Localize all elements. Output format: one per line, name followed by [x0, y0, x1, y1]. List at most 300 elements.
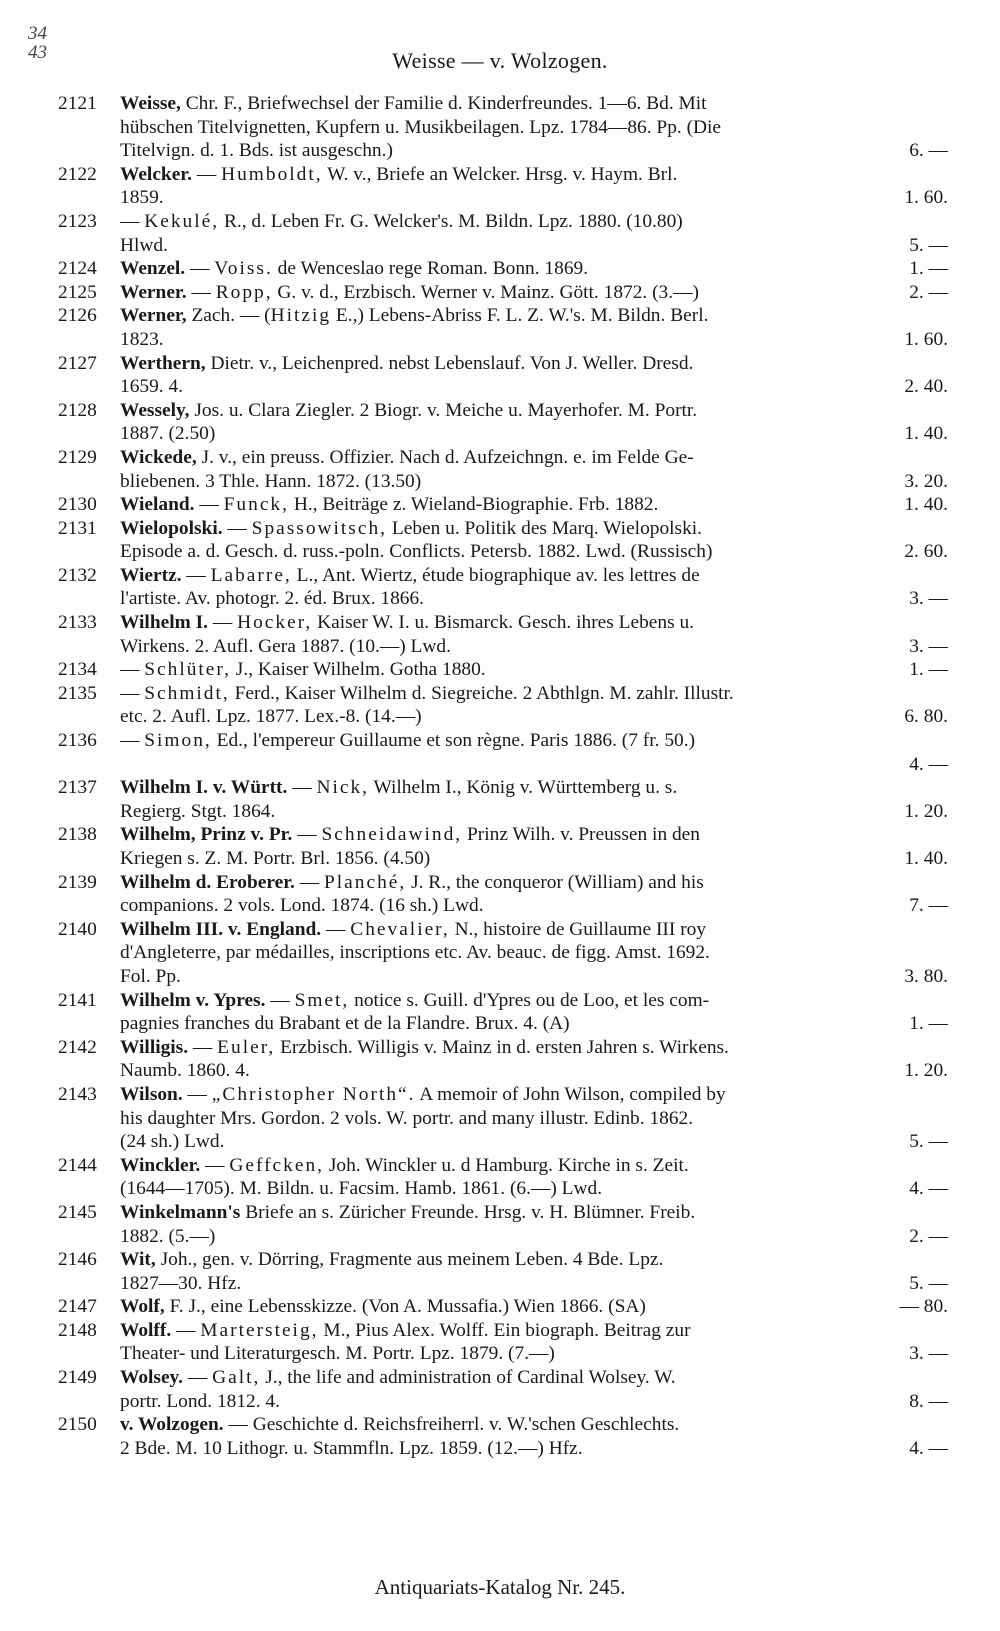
entry-line [120, 635, 948, 659]
catalog-entry [58, 1154, 948, 1201]
entry-line-text [120, 493, 658, 517]
entry-subject: Wit, [120, 1249, 156, 1271]
entry-price: 8. — [909, 1390, 948, 1412]
entry-line [120, 1107, 948, 1131]
entry-text: Naumb. 1860. 4. [120, 1060, 250, 1082]
entry-line-text [120, 587, 424, 611]
entry-line [120, 234, 948, 258]
entry-line [120, 1342, 948, 1366]
entry-line-text [120, 1342, 555, 1366]
entry-line [120, 729, 948, 753]
entry-text: Theater- und Literaturgesch. M. Portr. Lpz. 1879. (7.—) [120, 1343, 555, 1365]
entry-line [120, 1154, 948, 1178]
entry-line [120, 281, 948, 305]
entry-text: — [287, 777, 317, 799]
entry-text: — [292, 824, 322, 846]
entry-line-text [120, 422, 215, 446]
entry-subject: Wieland. [120, 494, 195, 516]
entry-price: 1. 60. [904, 328, 948, 350]
entry-text: — [185, 258, 215, 280]
entry-line-text [120, 989, 709, 1013]
entry-text: Briefe an s. Züricher Freunde. Hrsg. v. H. Blümner. Freib. [240, 1201, 696, 1223]
entry-list [58, 92, 948, 1460]
entry-text-rest: Kaiser W. I. u. Bismarck. Gesch. ihres Lebens u. [312, 612, 695, 634]
entry-line [120, 918, 948, 942]
entry-text: — [321, 918, 351, 940]
entry-text: — [294, 871, 324, 893]
entry-line [120, 1059, 948, 1083]
entry-author: Planché, [323, 871, 407, 893]
entry-line [120, 1272, 948, 1296]
entry-number: 2150 [58, 1414, 97, 1436]
entry-price: 2. 40. [904, 376, 948, 398]
entry-price: 2. — [909, 1225, 948, 1247]
entry-line [120, 375, 948, 399]
entry-text: (24 sh.) Lwd. [120, 1131, 225, 1153]
entry-text: hübschen Titelvignetten, Kupfern u. Musikbeilagen. Lpz. 1784—86. Pp. (Die [120, 116, 722, 138]
catalog-entry [58, 1083, 948, 1154]
entry-text: J. v., ein preuss. Offizier. Nach d. Aufzeichngn. e. im Felde Ge- [196, 446, 694, 468]
entry-text-rest: Joh. Winckler u. d Hamburg. Kirche in s. Zeit. [324, 1154, 689, 1176]
entry-subject: Wilhelm I. v. Württ. [120, 777, 288, 799]
entry-line-text [120, 1437, 583, 1461]
entry-line [120, 564, 948, 588]
entry-line-text [120, 1295, 646, 1319]
entry-text: bliebenen. 3 Thle. Hann. 1872. (13.50) [120, 470, 422, 492]
entry-line-text [120, 1154, 689, 1178]
entry-text-rest: E.,) Lebens-Abriss F. L. Z. W.'s. M. Bildn. Berl. [331, 305, 709, 327]
catalog-entry [58, 823, 948, 870]
entry-author: Nick, [316, 777, 369, 799]
entry-line [120, 894, 948, 918]
entry-text-rest: L., Ant. Wiertz, étude biographique av. les lettres de [291, 564, 700, 586]
catalog-entry [58, 517, 948, 564]
entry-subject: Wilhelm I. [120, 612, 208, 634]
entry-line-text [120, 965, 181, 989]
entry-number: 2138 [58, 824, 97, 846]
entry-line-text [120, 517, 702, 541]
entry-line-text [120, 1059, 250, 1083]
catalog-entry [58, 446, 948, 493]
entry-subject: Werner. [120, 281, 187, 303]
catalog-entry [58, 1319, 948, 1366]
entry-price: 1. 40. [904, 423, 948, 445]
entry-line [120, 1413, 948, 1437]
entry-text: — [188, 1036, 218, 1058]
entry-price: 3. 80. [904, 965, 948, 987]
entry-number: 2123 [58, 210, 97, 232]
entry-text: Chr. F., Briefwechsel der Familie d. Kinderfreundes. 1—6. Bd. Mit [180, 93, 707, 114]
entry-line-text [120, 705, 422, 729]
catalog-entry [58, 1366, 948, 1413]
entry-line [120, 186, 948, 210]
entry-author: Smet, [294, 989, 350, 1011]
entry-text: 1887. (2.50) [120, 423, 216, 445]
entry-text: 1882. (5.—) [120, 1225, 216, 1247]
entry-text-rest: Prinz Wilh. v. Preussen in den [462, 824, 700, 846]
entry-text: etc. 2. Aufl. Lpz. 1877. Lex.-8. (14.—) [120, 706, 422, 728]
entry-number: 2140 [58, 918, 97, 940]
entry-line-text [120, 1083, 726, 1107]
entry-author: Schlüter, [144, 659, 231, 681]
entry-number: 2141 [58, 989, 97, 1011]
entry-text-rest: J. R., the conqueror (William) and his [406, 871, 704, 893]
entry-line-text [120, 941, 710, 965]
entry-text-rest: Ferd., Kaiser Wilhelm d. Siegreiche. 2 Abthlgn. M. zahlr. Illustr. [229, 682, 734, 704]
entry-number: 2133 [58, 612, 97, 634]
entry-line-text [120, 564, 700, 588]
entry-line-text [120, 139, 393, 163]
entry-line-text [120, 776, 677, 800]
entry-text: (1644—1705). M. Bildn. u. Facsim. Hamb. 1861. (6.—) Lwd. [120, 1178, 603, 1200]
entry-text: Dietr. v., Leichenpred. nebst Lebenslauf. Von J. Weller. Dresd. [205, 352, 694, 374]
catalog-entry [58, 918, 948, 989]
entry-number: 2136 [58, 730, 97, 752]
catalog-entry [58, 281, 948, 305]
entry-number: 2129 [58, 446, 97, 468]
entry-line-text [120, 281, 699, 305]
entry-line [120, 1036, 948, 1060]
entry-line-text [120, 1177, 602, 1201]
entry-number: 2122 [58, 163, 97, 185]
entry-line-text [120, 352, 693, 376]
entry-line [120, 1012, 948, 1036]
entry-author: Schmidt, [144, 682, 230, 704]
entry-line-text [120, 894, 484, 918]
entry-line [120, 116, 948, 140]
entry-text: 2 Bde. M. 10 Lithogr. u. Stammfln. Lpz. 1859. (12.—) Hfz. [120, 1437, 583, 1459]
entry-line-text [120, 446, 694, 470]
entry-line-text [120, 1413, 679, 1437]
entry-price: 1. 20. [904, 1060, 948, 1082]
entry-number: 2147 [58, 1296, 97, 1318]
entry-subject: Wolsey. [120, 1367, 184, 1389]
entry-line [120, 257, 948, 281]
entry-line [120, 941, 948, 965]
entry-line-text [120, 1225, 215, 1249]
entry-author: Kekulé, [144, 210, 220, 232]
entry-line [120, 871, 948, 895]
catalog-entry [58, 776, 948, 823]
entry-subject: Wolff. [120, 1319, 172, 1341]
entry-number: 2142 [58, 1036, 97, 1058]
entry-number: 2137 [58, 777, 97, 799]
entry-price: 3. — [909, 635, 948, 657]
entry-text: 1659. 4. [120, 376, 184, 398]
entry-text: — [120, 210, 145, 232]
entry-subject: Wolf, [120, 1296, 165, 1318]
entry-price: 1. 40. [904, 848, 948, 869]
catalog-entry [58, 493, 948, 517]
entry-line-text [120, 116, 721, 140]
entry-line [120, 1177, 948, 1201]
entry-line [120, 753, 948, 777]
entry-author: Schneidawind, [321, 824, 463, 846]
entry-author: Labarre, [210, 564, 292, 586]
entry-text: — [208, 612, 238, 634]
entry-author: Martersteig, [200, 1319, 319, 1341]
entry-text: Wirkens. 2. Aufl. Gera 1887. (10.—) Lwd. [120, 635, 451, 657]
catalog-entry [58, 163, 948, 210]
entry-line [120, 1225, 948, 1249]
entry-price: 5. — [909, 234, 948, 256]
entry-subject: Wessely, [120, 399, 190, 421]
entry-price: 2. — [909, 281, 948, 303]
entry-line-text [120, 1012, 570, 1036]
entry-price: 1. 60. [904, 187, 948, 209]
entry-subject: Wilhelm v. Ypres. [120, 989, 266, 1011]
entry-number: 2149 [58, 1367, 97, 1389]
entry-line-text [120, 682, 734, 706]
entry-text: — [192, 163, 222, 185]
entry-subject: Wilson. [120, 1083, 183, 1105]
entry-price: 2. 60. [904, 541, 948, 563]
page-header: Weisse — v. Wolzogen. [392, 48, 608, 73]
entry-text: Jos. u. Clara Ziegler. 2 Biogr. v. Meiche u. Mayerhofer. M. Portr. [189, 399, 698, 421]
catalog-entry [58, 729, 948, 776]
entry-number: 2132 [58, 564, 97, 586]
entry-number: 2144 [58, 1154, 97, 1176]
entry-author: Chevalier, [350, 918, 450, 940]
entry-text: 1827—30. Hfz. [120, 1272, 242, 1294]
entry-price: 1. — [909, 659, 948, 681]
entry-price: 4. — [909, 753, 948, 775]
entry-text: — [120, 659, 145, 681]
catalog-entry [58, 1036, 948, 1083]
entry-author: Euler, [217, 1036, 276, 1058]
entry-text: F. J., eine Lebensskizze. (Von A. Mussafia.) Wien 1866. (SA) [164, 1296, 646, 1318]
entry-line [120, 705, 948, 729]
entry-text: — [200, 1154, 230, 1176]
entry-text: Regierg. Stgt. 1864. [120, 800, 276, 822]
entry-line-text [120, 328, 164, 352]
entry-number: 2124 [58, 258, 97, 280]
catalog-entry [58, 1295, 948, 1319]
entry-line [120, 352, 948, 376]
entry-price: 4. — [909, 1437, 948, 1459]
entry-line-text [120, 729, 695, 753]
entry-text-rest: A memoir of John Wilson, compiled by [415, 1083, 726, 1105]
entry-line-text [120, 1201, 695, 1225]
entry-line [120, 1201, 948, 1225]
catalog-entry [58, 564, 948, 611]
entry-text: — [186, 281, 216, 303]
entry-number: 2146 [58, 1249, 97, 1271]
entry-number: 2121 [58, 93, 97, 114]
catalog-entry [58, 257, 948, 281]
entry-number: 2128 [58, 399, 97, 421]
entry-subject: Wilhelm d. Eroberer. [120, 871, 295, 893]
catalog-entry [58, 658, 948, 682]
entry-text-rest: Leben u. Politik des Marq. Wielopolski. [387, 517, 703, 539]
entry-text-rest: N., histoire de Guillaume III roy [449, 918, 707, 940]
entry-text-rest: Wilhelm I., König v. Württemberg u. s. [369, 777, 678, 799]
entry-subject: Wickede, [120, 446, 197, 468]
entry-line [120, 1366, 948, 1390]
entry-text: Episode a. d. Gesch. d. russ.-poln. Conflicts. Petersb. 1882. Lwd. (Russisch) [120, 541, 713, 563]
entry-author: Funck, [223, 494, 289, 516]
entry-price: 1. 20. [904, 800, 948, 822]
entry-line-text [120, 1366, 676, 1390]
entry-line-text [120, 1390, 280, 1414]
entry-subject: Willigis. [120, 1036, 189, 1058]
entry-price: 3. — [909, 1343, 948, 1365]
entry-subject: Weisse, [120, 93, 181, 114]
entry-line [120, 1083, 948, 1107]
entry-number: 2134 [58, 659, 97, 681]
entry-line-text [120, 234, 168, 258]
entry-text: Joh., gen. v. Dörring, Fragmente aus meinem Leben. 4 Bde. Lpz. [155, 1249, 664, 1271]
entry-line [120, 139, 948, 163]
entry-text: — [182, 1083, 212, 1105]
entry-text-rest: Erzbisch. Willigis v. Mainz in d. ersten Jahren s. Wirkens. [275, 1036, 729, 1058]
entry-text: — [183, 1367, 213, 1389]
entry-text: Fol. Pp. [120, 965, 181, 987]
entry-price: 1. — [909, 1013, 948, 1035]
entry-text: companions. 2 vols. Lond. 1874. (16 sh.) Lwd. [120, 895, 484, 917]
entry-line [120, 399, 948, 423]
entry-line [120, 587, 948, 611]
entry-line-text [120, 540, 712, 564]
entry-number: 2126 [58, 305, 97, 327]
entry-line [120, 989, 948, 1013]
entry-subject: Winkelmann's [120, 1201, 241, 1223]
entry-text: — [181, 564, 211, 586]
entry-text: d'Angleterre, par médailles, inscriptions etc. Av. beauc. de figg. Amst. 1692. [120, 942, 710, 964]
catalog-entry [58, 399, 948, 446]
entry-subject: Winckler. [120, 1154, 201, 1176]
entry-text-rest: W. v., Briefe an Welcker. Hrsg. v. Haym. Brl. [322, 163, 678, 185]
entry-text: l'artiste. Av. photogr. 2. éd. Brux. 1866. [120, 588, 425, 610]
entry-subject: Wilhelm III. v. England. [120, 918, 322, 940]
entry-price: 6. 80. [904, 706, 948, 728]
entry-subject: Welcker. [120, 163, 192, 185]
entry-price: 1. 40. [904, 494, 948, 516]
catalog-entry [58, 92, 948, 163]
entry-line [120, 304, 948, 328]
entry-line-text [120, 918, 706, 942]
entry-line-text [120, 257, 588, 281]
entry-text-rest: G. v. d., Erzbisch. Werner v. Mainz. Gött. 1872. (3.—) [272, 281, 699, 303]
entry-line-text [120, 1036, 729, 1060]
catalog-entry [58, 682, 948, 729]
catalog-entry [58, 1201, 948, 1248]
entry-line [120, 965, 948, 989]
entry-text-rest: M., Pius Alex. Wolff. Ein biograph. Beitrag zur [318, 1319, 691, 1341]
entry-text: pagnies franches du Brabant et de la Flandre. Brux. 4. (A) [120, 1013, 570, 1035]
entry-text: his daughter Mrs. Gordon. 2 vols. W. portr. and many illustr. Edinb. 1862. [120, 1107, 694, 1129]
entry-price: 7. — [909, 895, 948, 917]
entry-line [120, 540, 948, 564]
entry-price: 4. — [909, 1178, 948, 1200]
entry-line [120, 1130, 948, 1154]
entry-price: 5. — [909, 1131, 948, 1153]
entry-line-text [120, 186, 164, 210]
entry-line [120, 163, 948, 187]
entry-subject: Wenzel. [120, 258, 186, 280]
entry-author: Hocker, [237, 612, 313, 634]
entry-line [120, 422, 948, 446]
handwritten-margin-note: 34 43 [28, 23, 47, 63]
entry-text: — [265, 989, 295, 1011]
entry-line [120, 1248, 948, 1272]
entry-line [120, 328, 948, 352]
entry-text: — Geschichte d. Reichsfreiherrl. v. W.'schen Geschlechts. [223, 1414, 680, 1436]
entry-line-text [120, 1319, 691, 1343]
entry-line-text [120, 871, 704, 895]
entry-author: Hitzig [270, 305, 332, 327]
entry-text-rest: Ed., l'empereur Guillaume et son règne. Paris 1886. (7 fr. 50.) [211, 730, 696, 752]
entry-line-text [120, 823, 700, 847]
entry-line [120, 493, 948, 517]
entry-line [120, 210, 948, 234]
entry-text: — [120, 682, 145, 704]
entry-line [120, 658, 948, 682]
entry-price: 3. — [909, 588, 948, 610]
entry-line-text [120, 1272, 241, 1296]
entry-text: — [171, 1319, 201, 1341]
entry-text: 1859. [120, 187, 164, 209]
entry-text-rest: R., d. Leben Fr. G. Welcker's. M. Bildn. Lpz. 1880. (10.80) [219, 210, 683, 232]
entry-line [120, 92, 948, 116]
entry-line-text [120, 375, 183, 399]
entry-line-text [120, 210, 683, 234]
entry-number: 2145 [58, 1201, 97, 1223]
entry-line-text [120, 304, 708, 328]
entry-line-text [120, 399, 697, 423]
page-footer: Antiquariats-Katalog Nr. 245. [374, 1575, 626, 1599]
entry-price: 5. — [909, 1272, 948, 1294]
entry-text-rest: H., Beiträge z. Wieland-Biographie. Frb. 1882. [288, 494, 659, 516]
entry-text: Zach. — ( [186, 305, 271, 327]
entry-subject: v. Wolzogen. [120, 1414, 224, 1436]
entry-author: Humboldt, [221, 163, 323, 185]
entry-text-rest: notice s. Guill. d'Ypres ou de Loo, et les com- [349, 989, 710, 1011]
entry-text: Titelvign. d. 1. Bds. ist ausgeschn.) [120, 140, 393, 162]
entry-line-text [120, 1248, 663, 1272]
entry-subject: Werner, [120, 305, 187, 327]
entry-author: Ropp, [215, 281, 273, 303]
entry-subject: Wiertz. [120, 564, 182, 586]
catalog-entry [58, 304, 948, 351]
entry-text: — [194, 494, 224, 516]
entry-line [120, 1390, 948, 1414]
entry-text: — [222, 517, 252, 539]
entry-number: 2139 [58, 871, 97, 893]
entry-price: 6. — [909, 140, 948, 162]
entry-line-text [120, 1107, 693, 1131]
entry-line [120, 446, 948, 470]
entry-price: 1. — [909, 258, 948, 280]
entry-price: 3. 20. [904, 470, 948, 492]
entry-text: Hlwd. [120, 234, 168, 256]
entry-author: „Christopher North“. [211, 1083, 416, 1105]
entry-subject: Wilhelm, Prinz v. Pr. [120, 824, 293, 846]
entry-line [120, 776, 948, 800]
entry-subject: Wielopolski. [120, 517, 223, 539]
entry-line-text [120, 611, 694, 635]
entry-line [120, 470, 948, 494]
catalog-entry [58, 1413, 948, 1460]
entry-number: 2135 [58, 682, 97, 704]
entry-number: 2125 [58, 281, 97, 303]
entry-subject: Werthern, [120, 352, 206, 374]
entry-line-text [120, 847, 430, 871]
entry-line [120, 611, 948, 635]
catalog-entry [58, 611, 948, 658]
entry-text-rest: J., Kaiser Wilhelm. Gotha 1880. [230, 659, 486, 681]
entry-line [120, 517, 948, 541]
